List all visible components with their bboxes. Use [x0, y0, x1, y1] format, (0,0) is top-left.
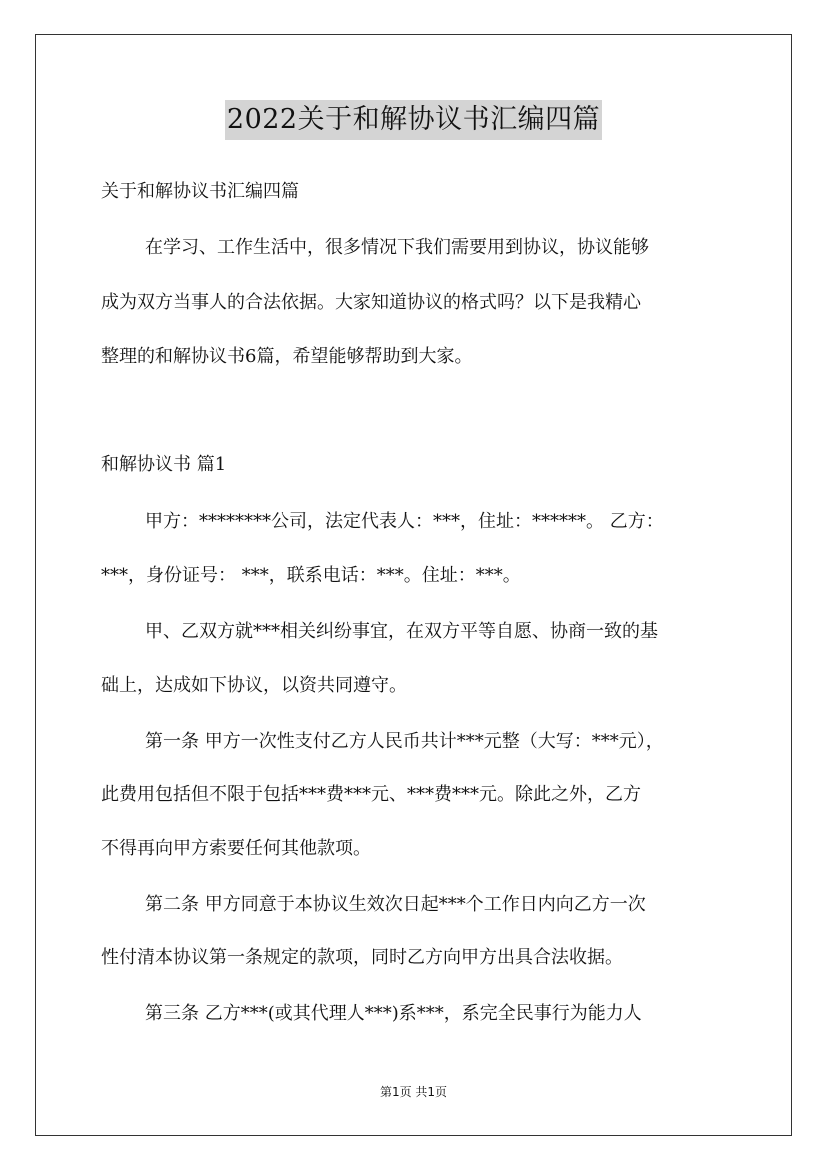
body-line: 此费用包括但不限于包括***费***元、***费***元。除此之外，乙方: [101, 784, 641, 805]
document-subtitle: 关于和解协议书汇编四篇: [101, 181, 299, 202]
section-heading: 和解协议书 篇1: [101, 454, 227, 475]
body-line: 础上，达成如下协议，以资共同遵守。: [101, 675, 407, 696]
document-title: 2022关于和解协议书汇编四篇: [225, 100, 602, 140]
body-line: 第三条 乙方***(或其代理人***)系***，系完全民事行为能力人: [145, 1003, 642, 1024]
page-footer: [0, 1083, 827, 1100]
intro-line: 整理的和解协议书6篇，希望能够帮助到大家。: [101, 346, 473, 367]
body-line: ***，身份证号： ***，联系电话：***。住址：***。: [101, 565, 521, 586]
intro-line: 在学习、工作生活中，很多情况下我们需要用到协议，协议能够: [145, 237, 649, 258]
body-line: 不得再向甲方索要任何其他款项。: [101, 838, 371, 859]
intro-line: 成为双方当事人的合法依据。大家知道协议的格式吗？以下是我精心: [101, 292, 641, 313]
page-number: 第1页 共1页: [379, 1085, 448, 1099]
body-line: 第一条 甲方一次性支付乙方人民币共计***元整（大写：***元），: [145, 731, 664, 752]
body-line: 甲、乙双方就***相关纠纷事宜，在双方平等自愿、协商一致的基: [145, 621, 658, 642]
title-container: [0, 100, 827, 140]
body-line: 第二条 甲方同意于本协议生效次日起***个工作日内向乙方一次: [145, 894, 646, 915]
body-line: 甲方：********公司，法定代表人：***，住址：******。 乙方：: [145, 511, 664, 532]
body-line: 性付清本协议第一条规定的款项，同时乙方向甲方出具合法收据。: [101, 947, 623, 968]
